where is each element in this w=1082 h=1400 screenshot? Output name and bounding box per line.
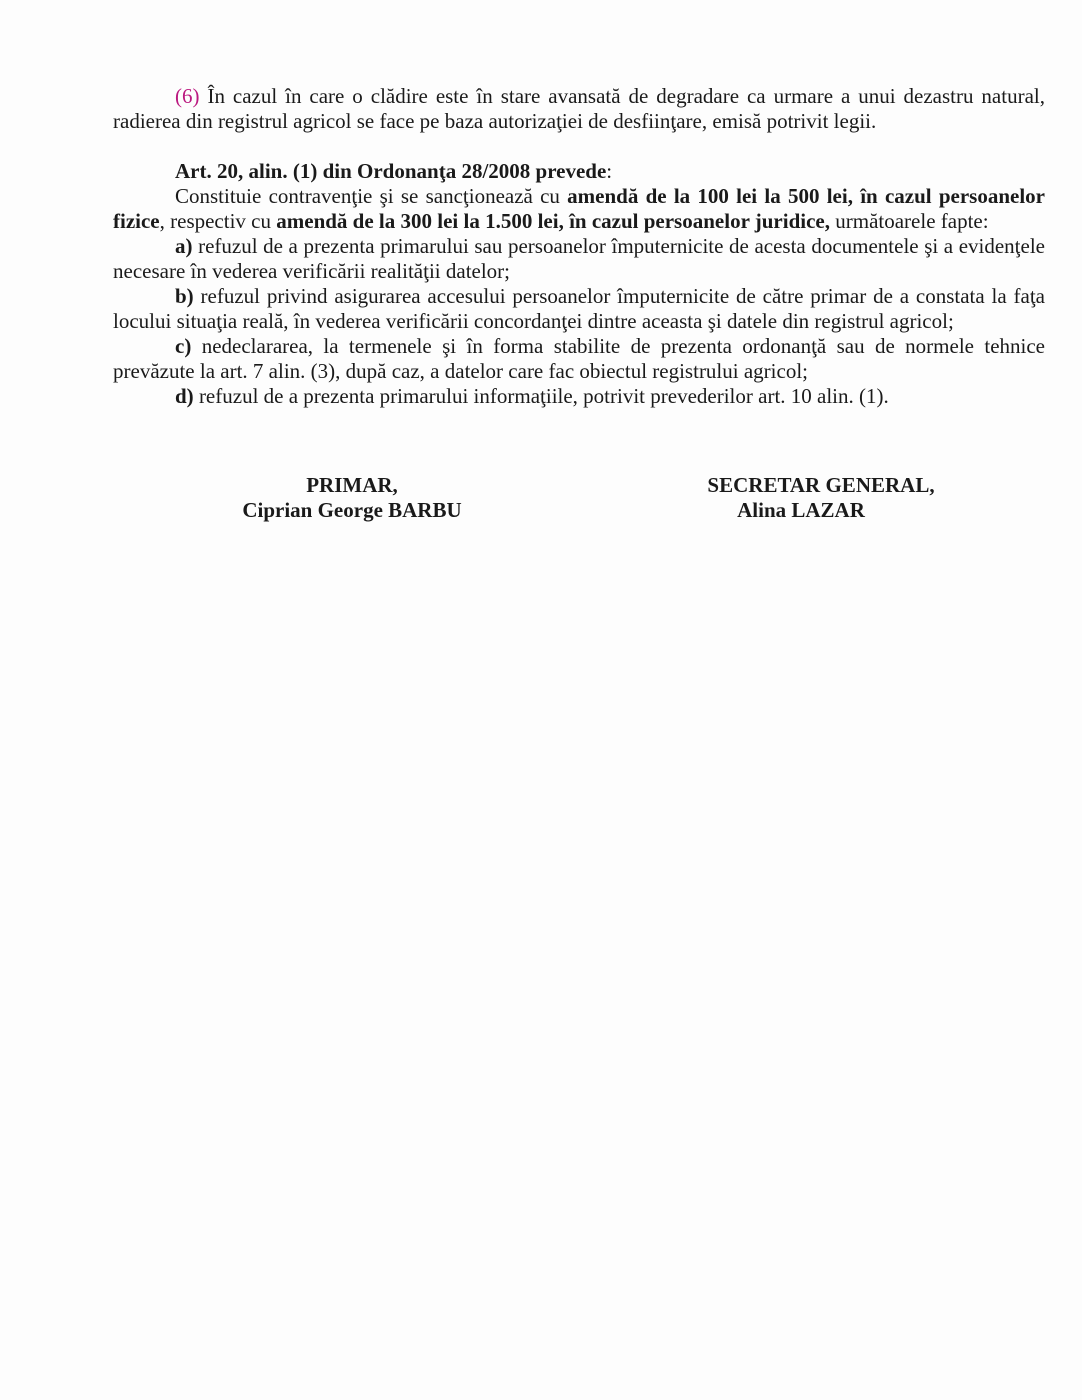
document-body: [113, 84, 1045, 409]
sanctions-bold-fine-legal-entities: amendă de la 300 lei la 1.500 lei, în cazul persoanelor juridice,: [276, 209, 830, 233]
list-item-c: [113, 334, 1045, 384]
clause-6-text: În cazul în care o clădire este în stare avansată de degradare ca urmare a unui dezastru natural, radierea din registrul agricol se face pe baza autorizaţiei de desfiinţare, emisă potrivit legii.: [113, 84, 1045, 133]
sanctions-text-3: următoarele fapte:: [830, 209, 989, 233]
list-item-b: [113, 284, 1045, 334]
list-item-b-label: b): [175, 284, 194, 308]
sanctions-bold-fine-individuals: amendă de la 100 lei la 500 lei, în cazul persoanelor fizice: [113, 184, 1045, 233]
list-item-a: [113, 234, 1045, 284]
sanctions-text-2: , respectiv cu: [159, 209, 277, 233]
signature-secretar-general-name: Alina LAZAR: [737, 498, 865, 522]
signature-secretar-general-title: SECRETAR GENERAL,: [707, 473, 935, 497]
heading-art-20-colon: :: [606, 159, 613, 183]
blank-line-spacer: [113, 134, 1045, 159]
signature-primar: [238, 473, 466, 523]
list-item-a-text: refuzul de a prezenta primarului sau persoanelor împuternicite de acesta documentele şi a evidenţele necesare în vederea verificării realităţii datelor;: [113, 234, 1045, 283]
paragraph-sanctions: [113, 184, 1045, 234]
list-item-c-text: nedeclararea, la termenele şi în forma stabilite de prezenta ordonanţă sau de normele tehnice prevăzute la art. 7 alin. (3), după caz, a datelor care fac obiectul registrului agricol;: [113, 334, 1045, 383]
list-item-d-text: refuzul de a prezenta primarului informaţiile, potrivit prevederilor art. 10 alin. (1).: [193, 384, 889, 408]
list-item-b-text: refuzul privind asigurarea accesului persoanelor împuternicite de către primar de a constata la faţa locului situaţia reală, în vederea verificării concordanţei dintre aceasta şi datele din registrul agricol;: [113, 284, 1045, 333]
list-item-c-label: c): [175, 334, 192, 358]
signature-secretar-general: [695, 473, 947, 523]
heading-art-20-bold: Art. 20, alin. (1) din Ordonanţa 28/2008 prevede: [175, 159, 607, 183]
sanctions-text-1: Constituie contravenţie şi se sancţionează cu: [175, 184, 568, 208]
heading-art-20: [113, 159, 1045, 184]
list-item-a-label: a): [175, 234, 193, 258]
clause-6-marker: (6): [175, 84, 200, 108]
paragraph-clause-6: [113, 84, 1045, 134]
signature-primar-name: Ciprian George BARBU: [242, 498, 462, 522]
list-item-d: [113, 384, 1045, 409]
list-item-d-label: d): [175, 384, 194, 408]
signature-block: [0, 473, 1082, 533]
signature-primar-title: PRIMAR,: [306, 473, 398, 497]
